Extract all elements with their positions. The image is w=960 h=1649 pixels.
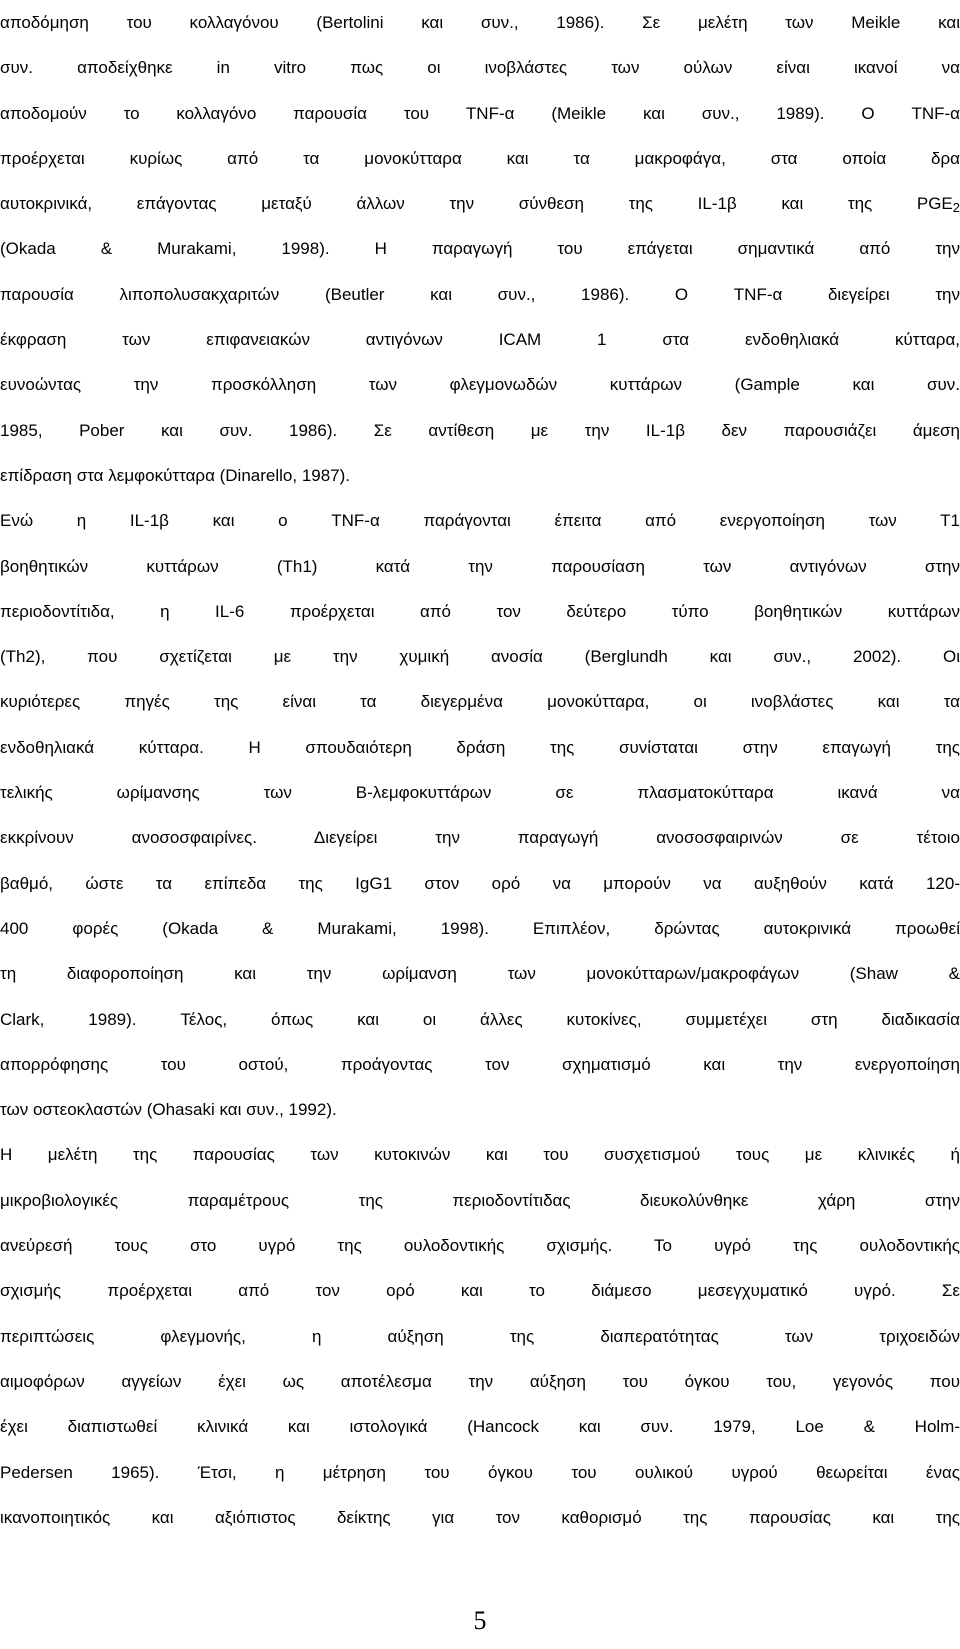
text-line: (Okada & Murakami, 1998). Η παραγωγή του επάγεται σημαντικά από την — [0, 239, 960, 259]
text-line: 400 φορές (Okada & Murakami, 1998). Επιπλέον, δρώντας αυτοκρινικά προωθεί — [0, 918, 960, 938]
text-line: ανεύρεσή τους στο υγρό της ουλοδοντικής σχισμής. Το υγρό της ουλοδοντικής — [0, 1236, 960, 1256]
text-line: έκφραση των επιφανειακών αντιγόνων ICAM 1 στα ενδοθηλιακά κύτταρα, — [0, 330, 960, 350]
text-line: βοηθητικών κυττάρων (Th1) κατά την παρουσίαση των αντιγόνων στην — [0, 556, 960, 576]
text-line: τελικής ωρίμανσης των Β-λεμφοκυττάρων σε πλασματοκύτταρα ικανά να — [0, 783, 960, 803]
text-line: παρουσία λιποπολυσακχαριτών (Beutler και συν., 1986). Ο TNF-α διεγείρει την — [0, 284, 960, 304]
text-line: 1985, Pober και συν. 1986). Σε αντίθεση με την IL-1β δεν παρουσιάζει άμεση — [0, 420, 960, 440]
text-line: ενδοθηλιακά κύτταρα. Η σπουδαιότερη δράση της συνίσταται στην επαγωγή της — [0, 737, 960, 757]
text-line: περιοδοντίτιδα, η IL-6 προέρχεται από τον δεύτερο τύπο βοηθητικών κυττάρων — [0, 601, 960, 621]
text-line: Pedersen 1965). Έτσι, η μέτρηση του όγκου του ουλικού υγρού θεωρείται ένας — [0, 1462, 960, 1482]
text-line-with-subscript — [0, 181, 960, 226]
text-line: (Th2), που σχετίζεται με την χυμική ανοσία (Berglundh και συν., 2002). Οι — [0, 647, 960, 667]
paragraph-3 — [0, 1132, 960, 1540]
text-line: αποδομούν το κολλαγόνο παρουσία του TNF-α (Meikle και συν., 1989). Ο TNF-α — [0, 103, 960, 123]
text-line-main: αυτοκρινικά, επάγοντας μεταξύ άλλων την σύνθεση της IL-1β και της PGE — [0, 194, 953, 214]
text-line: Η μελέτη της παρουσίας των κυτοκινών και του συσχετισμού τους με κλινικές ή — [0, 1145, 960, 1165]
text-line: αποδόμηση του κολλαγόνου (Bertolini και συν., 1986). Σε μελέτη των Meikle και — [0, 13, 960, 32]
paragraph-1 — [0, 0, 960, 498]
text-line: προέρχεται κυρίως από τα μονοκύτταρα και τα μακροφάγα, στα οποία δρα — [0, 148, 960, 168]
text-line: συν. αποδείχθηκε in vitro πως οι ινοβλάστες των ούλων είναι ικανοί να — [0, 58, 960, 78]
text-line: κυριότερες πηγές της είναι τα διεγερμένα μονοκύτταρα, οι ινοβλάστες και τα — [0, 692, 960, 712]
text-line: ευνοώντας την προσκόλληση των φλεγμονωδών κυττάρων (Gample και συν. — [0, 375, 960, 395]
text-line: των οστεοκλαστών (Ohasaki και συν., 1992). — [0, 1100, 337, 1120]
text-line: τη διαφοροποίηση και την ωρίμανση των μονοκύτταρων/μακροφάγων (Shaw & — [0, 964, 960, 984]
text-line: ικανοποιητικός και αξιόπιστος δείκτης για τον καθορισμό της παρουσίας και της — [0, 1507, 960, 1527]
text-line: επίδραση στα λεμφοκύτταρα (Dinarello, 1987). — [0, 465, 351, 485]
text-line: αιμοφόρων αγγείων έχει ως αποτέλεσμα την αύξηση του όγκου του, γεγονός που — [0, 1371, 960, 1391]
text-line: σχισμής προέρχεται από τον ορό και το διάμεσο μεσεγχυματικό υγρό. Σε — [0, 1281, 960, 1301]
page-number: 5 — [473, 1606, 487, 1635]
text-line: εκκρίνουν ανοσοσφαιρίνες. Διεγείρει την παραγωγή ανοσοσφαιρινών σε τέτοιο — [0, 828, 960, 848]
subscript: 2 — [952, 200, 960, 216]
text-line: Clark, 1989). Τέλος, όπως και οι άλλες κυτοκίνες, συμμετέχει στη διαδικασία — [0, 1009, 960, 1029]
text-line: απορρόφησης του οστού, προάγοντας τον σχηματισμό και την ενεργοποίηση — [0, 1054, 960, 1074]
text-line: βαθμό, ώστε τα επίπεδα της IgG1 στον ορό να μπορούν να αυξηθούν κατά 120- — [0, 873, 960, 893]
paragraph-2 — [0, 498, 960, 1132]
text-line: μικροβιολογικές παραμέτρους της περιοδοντίτιδας διευκολύνθηκε χάρη στην — [0, 1190, 960, 1210]
text-line: περιπτώσεις φλεγμονής, η αύξηση της διαπερατότητας των τριχοειδών — [0, 1326, 960, 1346]
text-line: έχει διαπιστωθεί κλινικά και ιστολογικά (Hancock και συν. 1979, Loe & Holm- — [0, 1417, 960, 1437]
text-line: Ενώ η IL-1β και ο TNF-α παράγονται έπειτα από ενεργοποίηση των Τ1 — [0, 511, 960, 531]
